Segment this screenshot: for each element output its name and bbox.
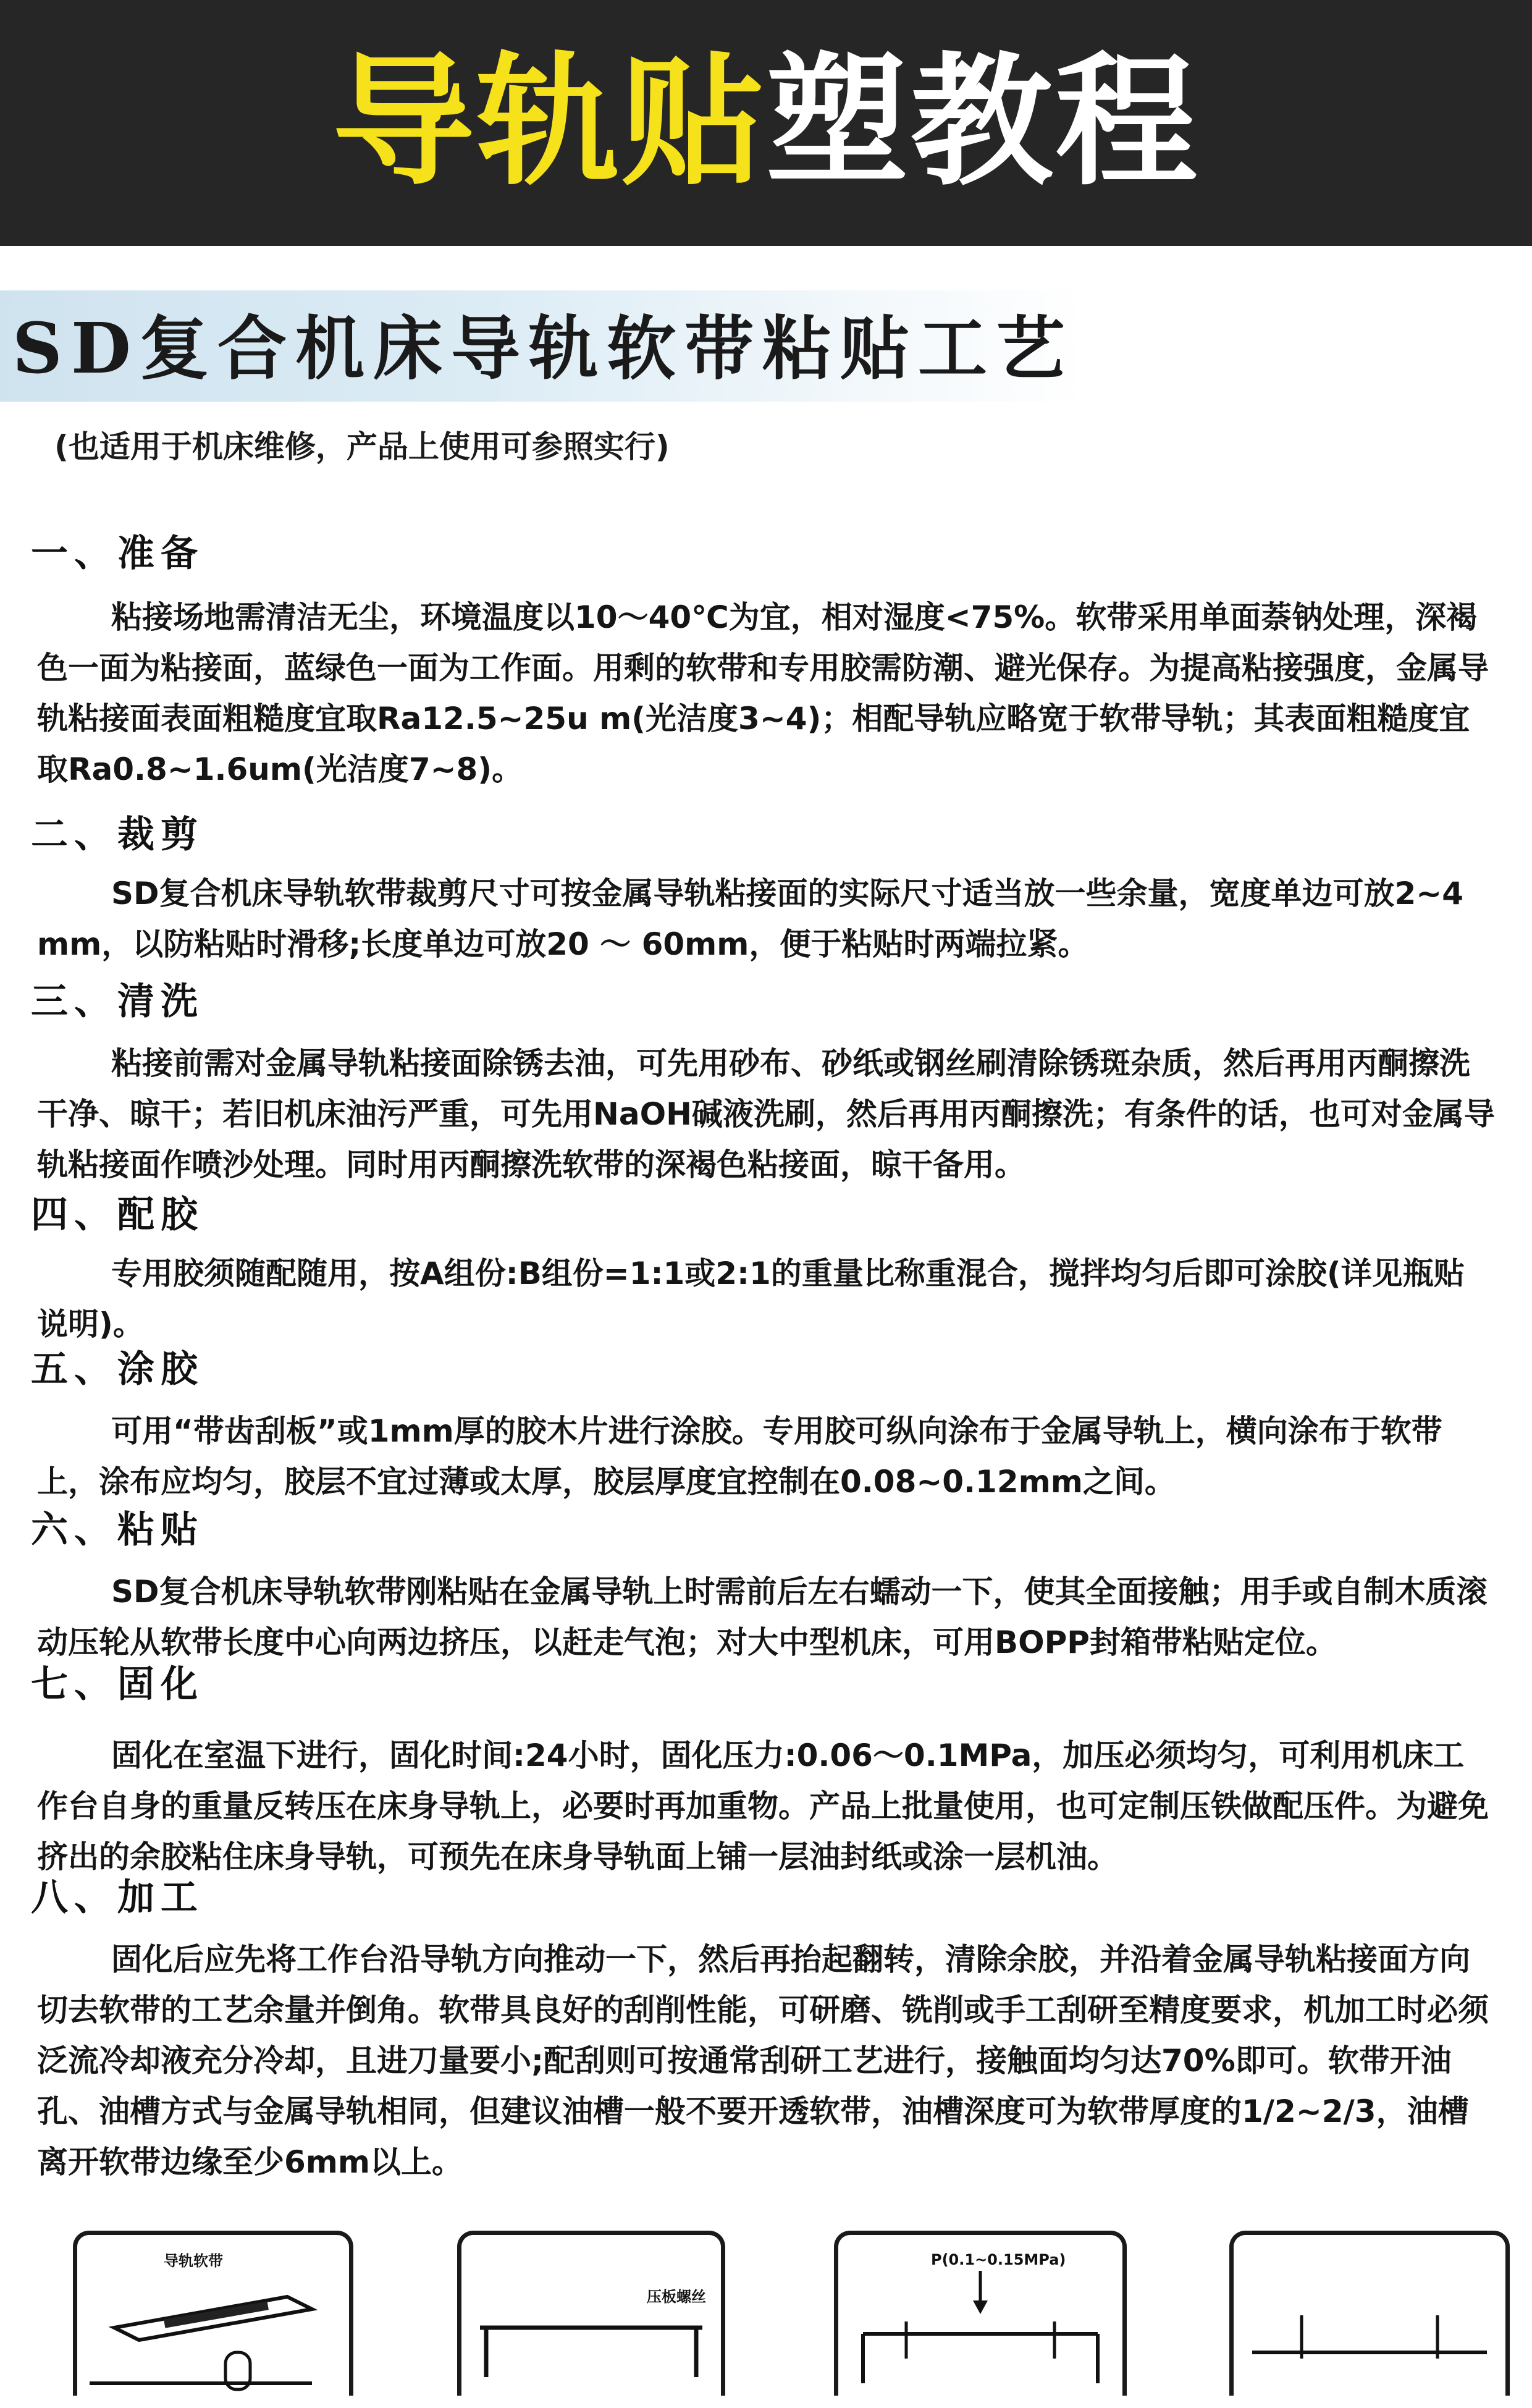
document-subtitle: (也适用于机床维修，产品上使用可参照实行) — [54, 429, 670, 465]
banner-title — [332, 40, 1200, 205]
section-heading-machining: 八、加工 — [31, 1876, 204, 1919]
section-heading-cure: 七、固化 — [31, 1663, 204, 1706]
section-heading-cut: 二、裁剪 — [31, 813, 204, 856]
figure-2 — [457, 2231, 725, 2396]
document-title: SD复合机床导轨软带粘贴工艺 — [12, 308, 1074, 389]
banner-title-rest: 塑教程 — [766, 40, 1200, 205]
section-body-cut: SD复合机床导轨软带裁剪尺寸可按金属导轨粘接面的实际尺寸适当放一些余量，宽度单边可放2~4mm，以防粘贴时滑移;长度单边可放20 ～ 60mm，便于粘贴时两端拉紧。 — [37, 876, 1463, 962]
section-body-clean: 粘接前需对金属导轨粘接面除锈去油，可先用砂布、砂纸或钢丝刷清除锈斑杂质，然后再用丙酮擦洗干净、晾干；若旧机床油污严重，可先用NaOH碱液洗刷，然后再用丙酮擦洗；有条件的话，也可对金属导轨粘接面作喷沙处理。同时用丙酮擦洗软带的深褐色粘接面，晾干备用。 — [37, 1046, 1495, 1183]
section-body-apply-glue: 可用“带齿刮板”或1mm厚的胶木片进行涂胶。专用胶可纵向涂布于金属导轨上，横向涂布于软带上，涂布应均匀，胶层不宜过薄或太厚，胶层厚度宜控制在0.08~0.12mm之间。 — [37, 1413, 1442, 1500]
section-heading-mix-glue: 四、配胶 — [31, 1193, 204, 1236]
figure-2-drawing — [461, 2235, 721, 2383]
banner-title-highlight: 导轨贴 — [332, 40, 766, 205]
figure-3-drawing — [838, 2235, 1122, 2383]
section-body-paste: SD复合机床导轨软带刚粘贴在金属导轨上时需前后左右蠕动一下，使其全面接触；用手或自制木质滚动压轮从软带长度中心向两边挤压，以赶走气泡；对大中型机床，可用BOPP封箱带粘贴定位。 — [37, 1574, 1488, 1660]
figure-1-drawing — [77, 2260, 349, 2408]
section-heading-prepare: 一、准备 — [31, 532, 204, 575]
figure-2-label: 压板螺丝 — [647, 2288, 706, 2305]
section-body-machining: 固化后应先将工作台沿导轨方向推动一下，然后再抬起翻转，清除余胶，并沿着金属导轨粘接面方向切去软带的工艺余量并倒角。软带具良好的刮削性能，可研磨、铣削或手工刮研至精度要求，机加工时必须泛流冷却液充分冷却，且进刀量要小;配刮则可按通常刮研工艺进行，接触面均匀达70%即可。软带开油孔、油槽方式与金属导轨相同，但建议油槽一般不要开透软带，油槽深度可为软带厚度的1/2~2/3，油槽离开软带边缘至少6mm以上。 — [37, 1941, 1489, 2180]
section-body-mix-glue: 专用胶须随配随用，按A组份:B组份=1:1或2:1的重量比称重混合，搅拌均匀后即可涂胶(详见瓶贴说明)。 — [37, 1256, 1465, 1342]
figure-1 — [73, 2231, 353, 2396]
section-body-cure: 固化在室温下进行，固化时间:24小时，固化压力:0.06～0.1MPa，加压必须均匀，可利用机床工作台自身的重量反转压在床身导轨上，必要时再加重物。产品上批量使用，也可定制压铁做配压件。为避免挤出的余胶粘住床身导轨，可预先在床身导轨面上铺一层油封纸或涂一层机油。 — [37, 1738, 1489, 1875]
section-body-prepare: 粘接场地需清洁无尘，环境温度以10～40℃为宜，相对湿度<75%。软带采用单面萘钠处理，深褐色一面为粘接面，蓝绿色一面为工作面。用剩的软带和专用胶需防潮、避光保存。为提高粘接强度，金属导轨粘接面表面粗糙度宜取Ra12.5~25u m(光洁度3~4)；相配导轨应略宽于软带导轨；其表面粗糙度宜取Ra0.8~1.6um(光洁度7~8)。 — [37, 599, 1489, 787]
section-heading-apply-glue: 五、涂胶 — [31, 1348, 204, 1391]
figure-4 — [1229, 2231, 1510, 2396]
figure-1-label: 导轨软带 — [164, 2252, 223, 2270]
section-heading-paste: 六、粘贴 — [31, 1508, 204, 1552]
figure-3 — [834, 2231, 1127, 2396]
figure-4-drawing — [1234, 2235, 1505, 2383]
top-banner — [0, 0, 1532, 246]
section-heading-clean: 三、清洗 — [31, 980, 204, 1023]
figure-3-label: P(0.1~0.15MPa) — [931, 2251, 1066, 2268]
